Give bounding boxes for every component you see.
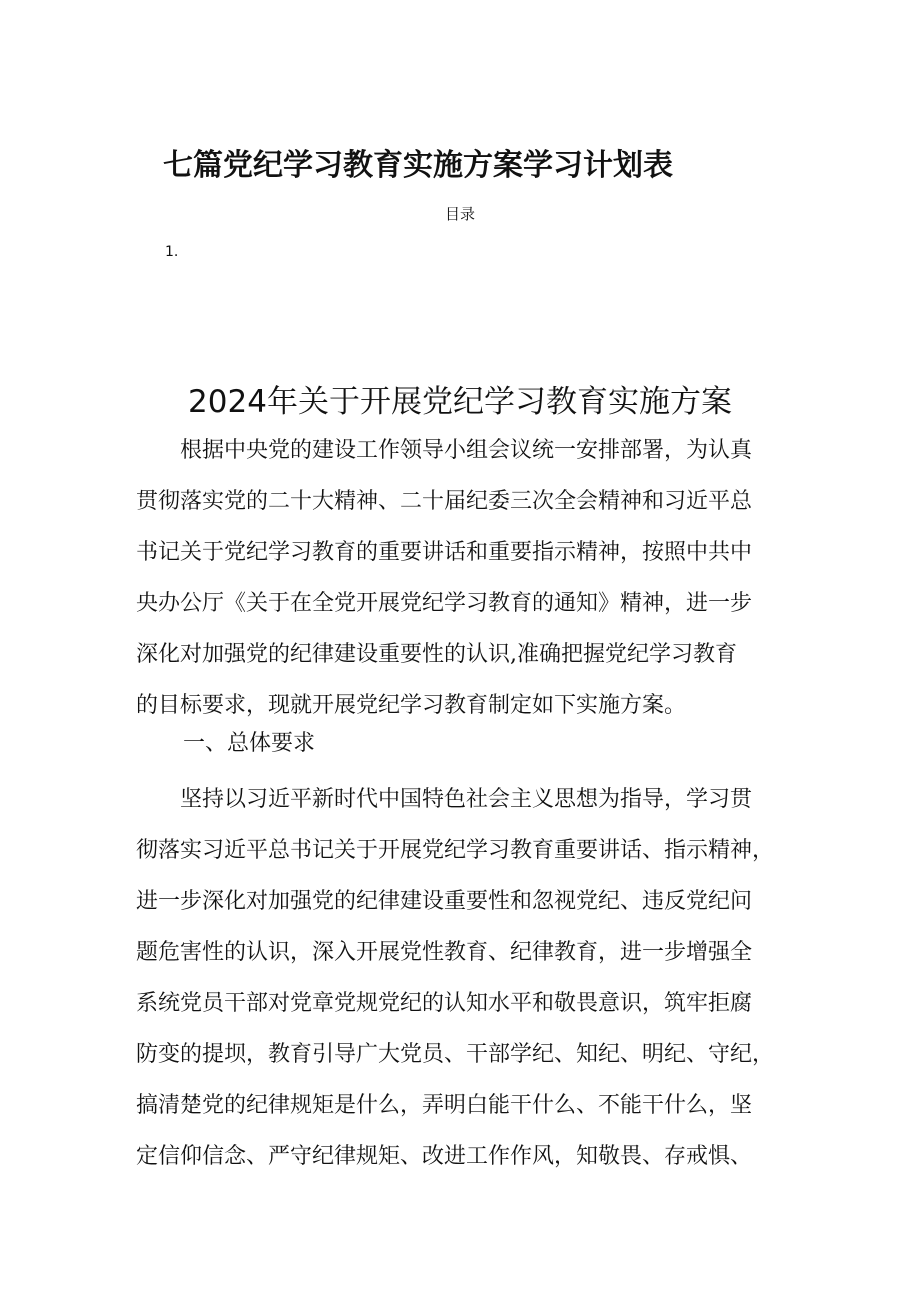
section-heading-general-requirements: 一、总体要求 bbox=[183, 731, 316, 756]
paragraph-line: 定信仰信念、严守纪律规矩、改进工作作风，知敬畏、存戒惧、 bbox=[136, 1144, 753, 1169]
paragraph-line: 的目标要求，现就开展党纪学习教育制定如下实施方案。 bbox=[136, 693, 687, 718]
toc-label: 目录 bbox=[444, 205, 475, 223]
paragraph-line: 央办公厅《关于在全党开展党纪学习教育的通知》精神，进一步 bbox=[136, 591, 753, 616]
section-title: 2024年关于开展党纪学习教育实施方案 bbox=[188, 384, 732, 420]
paragraph-line: 书记关于党纪学习教育的重要讲话和重要指示精神，按照中共中 bbox=[136, 540, 753, 565]
paragraph-line: 进一步深化对加强党的纪律建设重要性和忽视党纪、违反党纪问 bbox=[136, 889, 753, 914]
toc-item[interactable]: 1. bbox=[165, 244, 179, 260]
paragraph-line: 题危害性的认识，深入开展党性教育、纪律教育，进一步增强全 bbox=[136, 940, 753, 965]
paragraph-line: 系统党员干部对党章党规党纪的认知水平和敬畏意识，筑牢拒腐 bbox=[136, 991, 753, 1016]
paragraph-line: 彻落实习近平总书记关于开展党纪学习教育重要讲话、指示精神， bbox=[136, 838, 775, 863]
paragraph-line: 根据中央党的建设工作领导小组会议统一安排部署，为认真 bbox=[136, 438, 753, 463]
paragraph-intro bbox=[136, 425, 796, 731]
document-title: 七篇党纪学习教育实施方案学习计划表 bbox=[163, 148, 673, 183]
paragraph-line: 搞清楚党的纪律规矩是什么，弄明白能干什么、不能干什么，坚 bbox=[136, 1093, 753, 1118]
paragraph-line: 贯彻落实党的二十大精神、二十届纪委三次全会精神和习近平总 bbox=[136, 489, 753, 514]
paragraph-general-requirements bbox=[136, 774, 796, 1182]
paragraph-line: 深化对加强党的纪律建设重要性的认识,准确把握党纪学习教育 bbox=[136, 642, 737, 667]
paragraph-line: 防变的提坝，教育引导广大党员、干部学纪、知纪、明纪、守纪， bbox=[136, 1042, 775, 1067]
paragraph-line: 坚持以习近平新时代中国特色社会主义思想为指导，学习贯 bbox=[136, 787, 753, 812]
